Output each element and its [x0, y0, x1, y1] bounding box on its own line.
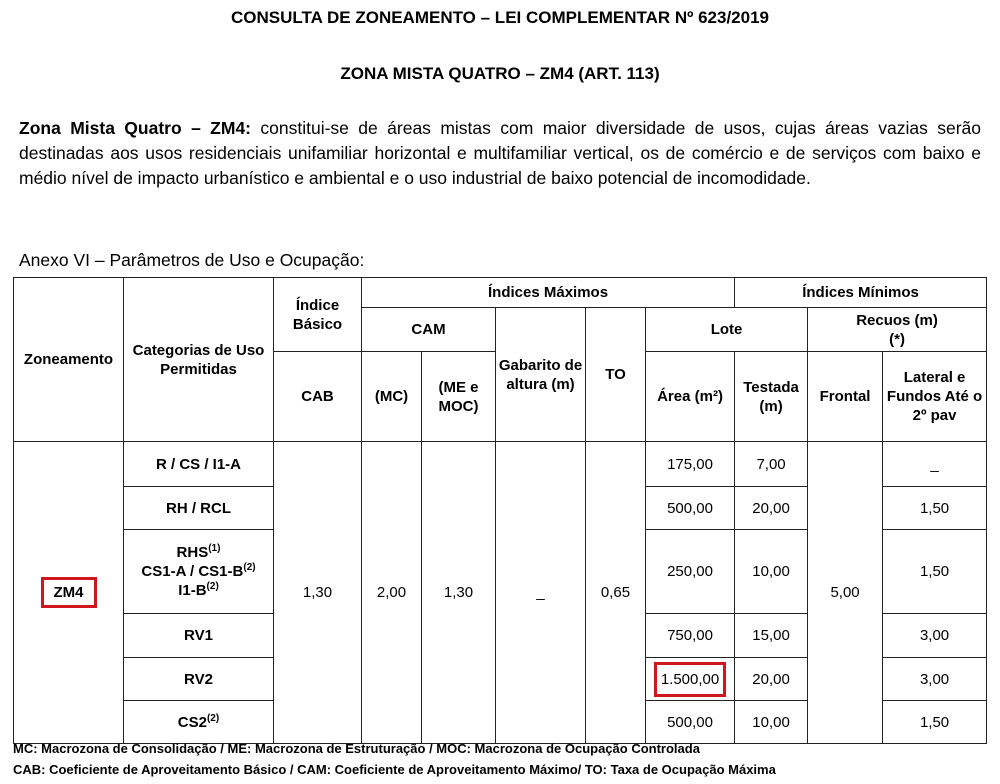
header-testada: Testada (m): [735, 352, 808, 442]
table-row-area: 500,00: [646, 487, 735, 530]
zone-highlight: ZM4: [41, 577, 97, 608]
zone-description-text: constitui-se de áreas mistas com maior diversidade de usos, cujas áreas vazias serão destinadas aos usos residenciais unifamiliar horizontal e multifamiliar vertical, os de comércio e de serviços com baixo e médio nível de impacto urbanístico e ambiental e o uso industrial de baixo potencial de incomodidade.: [19, 118, 981, 188]
header-recuos-label: Recuos (m): [856, 311, 938, 329]
area-highlight: 1.500,00: [654, 662, 726, 697]
header-indices-minimos: Índices Mínimos: [735, 278, 987, 308]
table-row-testada: 10,00: [735, 701, 808, 744]
category-footnote: (2): [206, 581, 219, 592]
header-zoneamento: Zoneamento: [14, 278, 124, 442]
parameters-table: [13, 277, 987, 744]
table-row-category: RV2: [124, 658, 274, 701]
header-cab: CAB: [274, 352, 362, 442]
table-row-area: 250,00: [646, 530, 735, 614]
table-row-testada: 7,00: [735, 442, 808, 487]
cab-value: 1,30: [274, 442, 362, 744]
zone-cell: [14, 442, 124, 744]
table-row-category: RH / RCL: [124, 487, 274, 530]
table-row-category: R / CS / I1-A: [124, 442, 274, 487]
table-row-testada: 15,00: [735, 614, 808, 658]
table-row-lateral: _: [883, 442, 987, 487]
header-to: TO: [586, 308, 646, 442]
zone-subtitle: ZONA MISTA QUATRO – ZM4 (ART. 113): [340, 64, 660, 83]
zone-description: [19, 116, 981, 191]
header-frontal: Frontal: [808, 352, 883, 442]
category-part: RHS: [176, 544, 209, 561]
footnote-coeficientes: CAB: Coeficiente de Aproveitamento Básico / CAM: Coeficiente de Aproveitamento Máximo/ TO: Taxa de Ocupação Máxima: [13, 762, 776, 777]
cam-me-moc-value: 1,30: [422, 442, 496, 744]
header-lote: Lote: [646, 308, 808, 352]
table-row-area: [646, 658, 735, 701]
header-categorias: Categorias de Uso Permitidas: [124, 278, 274, 442]
frontal-value: 5,00: [808, 442, 883, 744]
header-recuos-note: (*): [889, 330, 905, 348]
category-part: CS2: [177, 713, 207, 731]
table-row-area: 500,00: [646, 701, 735, 744]
table-row-lateral: 1,50: [883, 530, 987, 614]
header-gabarito: Gabarito de altura (m): [496, 308, 586, 442]
category-part: I1-B: [178, 582, 207, 599]
header-cam-me-moc: (ME e MOC): [422, 352, 496, 442]
document-title: CONSULTA DE ZONEAMENTO – LEI COMPLEMENTAR Nº 623/2019: [230, 8, 769, 27]
table-row-area: 175,00: [646, 442, 735, 487]
table-row-testada: 20,00: [735, 487, 808, 530]
table-row-testada: 10,00: [735, 530, 808, 614]
header-indices-maximos: Índices Máximos: [362, 278, 735, 308]
header-cam-mc: (MC): [362, 352, 422, 442]
header-lateral: Lateral e Fundos Até o 2º pav: [883, 352, 987, 442]
footnote-macrozonas: MC: Macrozona de Consolidação / ME: Macrozona de Estruturação / MOC: Macrozona de Ocupação Controlada: [13, 741, 700, 756]
table-row-area: 750,00: [646, 614, 735, 658]
table-row-lateral: 1,50: [883, 701, 987, 744]
table-row-category: [124, 530, 274, 614]
header-indice-basico: Índice Básico: [274, 278, 362, 352]
header-area: Área (m²): [646, 352, 735, 442]
category-footnote: (1): [208, 543, 221, 554]
table-row-lateral: 3,00: [883, 658, 987, 701]
gabarito-value: _: [496, 442, 586, 744]
table-row-lateral: 1,50: [883, 487, 987, 530]
category-footnote: (2): [206, 712, 220, 724]
table-row-category: RV1: [124, 614, 274, 658]
annex-label: Anexo VI – Parâmetros de Uso e Ocupação:: [19, 250, 365, 270]
zone-description-lead: Zona Mista Quatro – ZM4:: [19, 118, 252, 138]
header-recuos: [808, 308, 987, 352]
table-row-lateral: 3,00: [883, 614, 987, 658]
category-footnote: (2): [243, 562, 256, 573]
table-row-category: [124, 701, 274, 744]
header-cam: CAM: [362, 308, 496, 352]
table-row-testada: 20,00: [735, 658, 808, 701]
cam-mc-value: 2,00: [362, 442, 422, 744]
to-value: 0,65: [586, 442, 646, 744]
category-part: CS1-A / CS1-B: [141, 563, 244, 580]
